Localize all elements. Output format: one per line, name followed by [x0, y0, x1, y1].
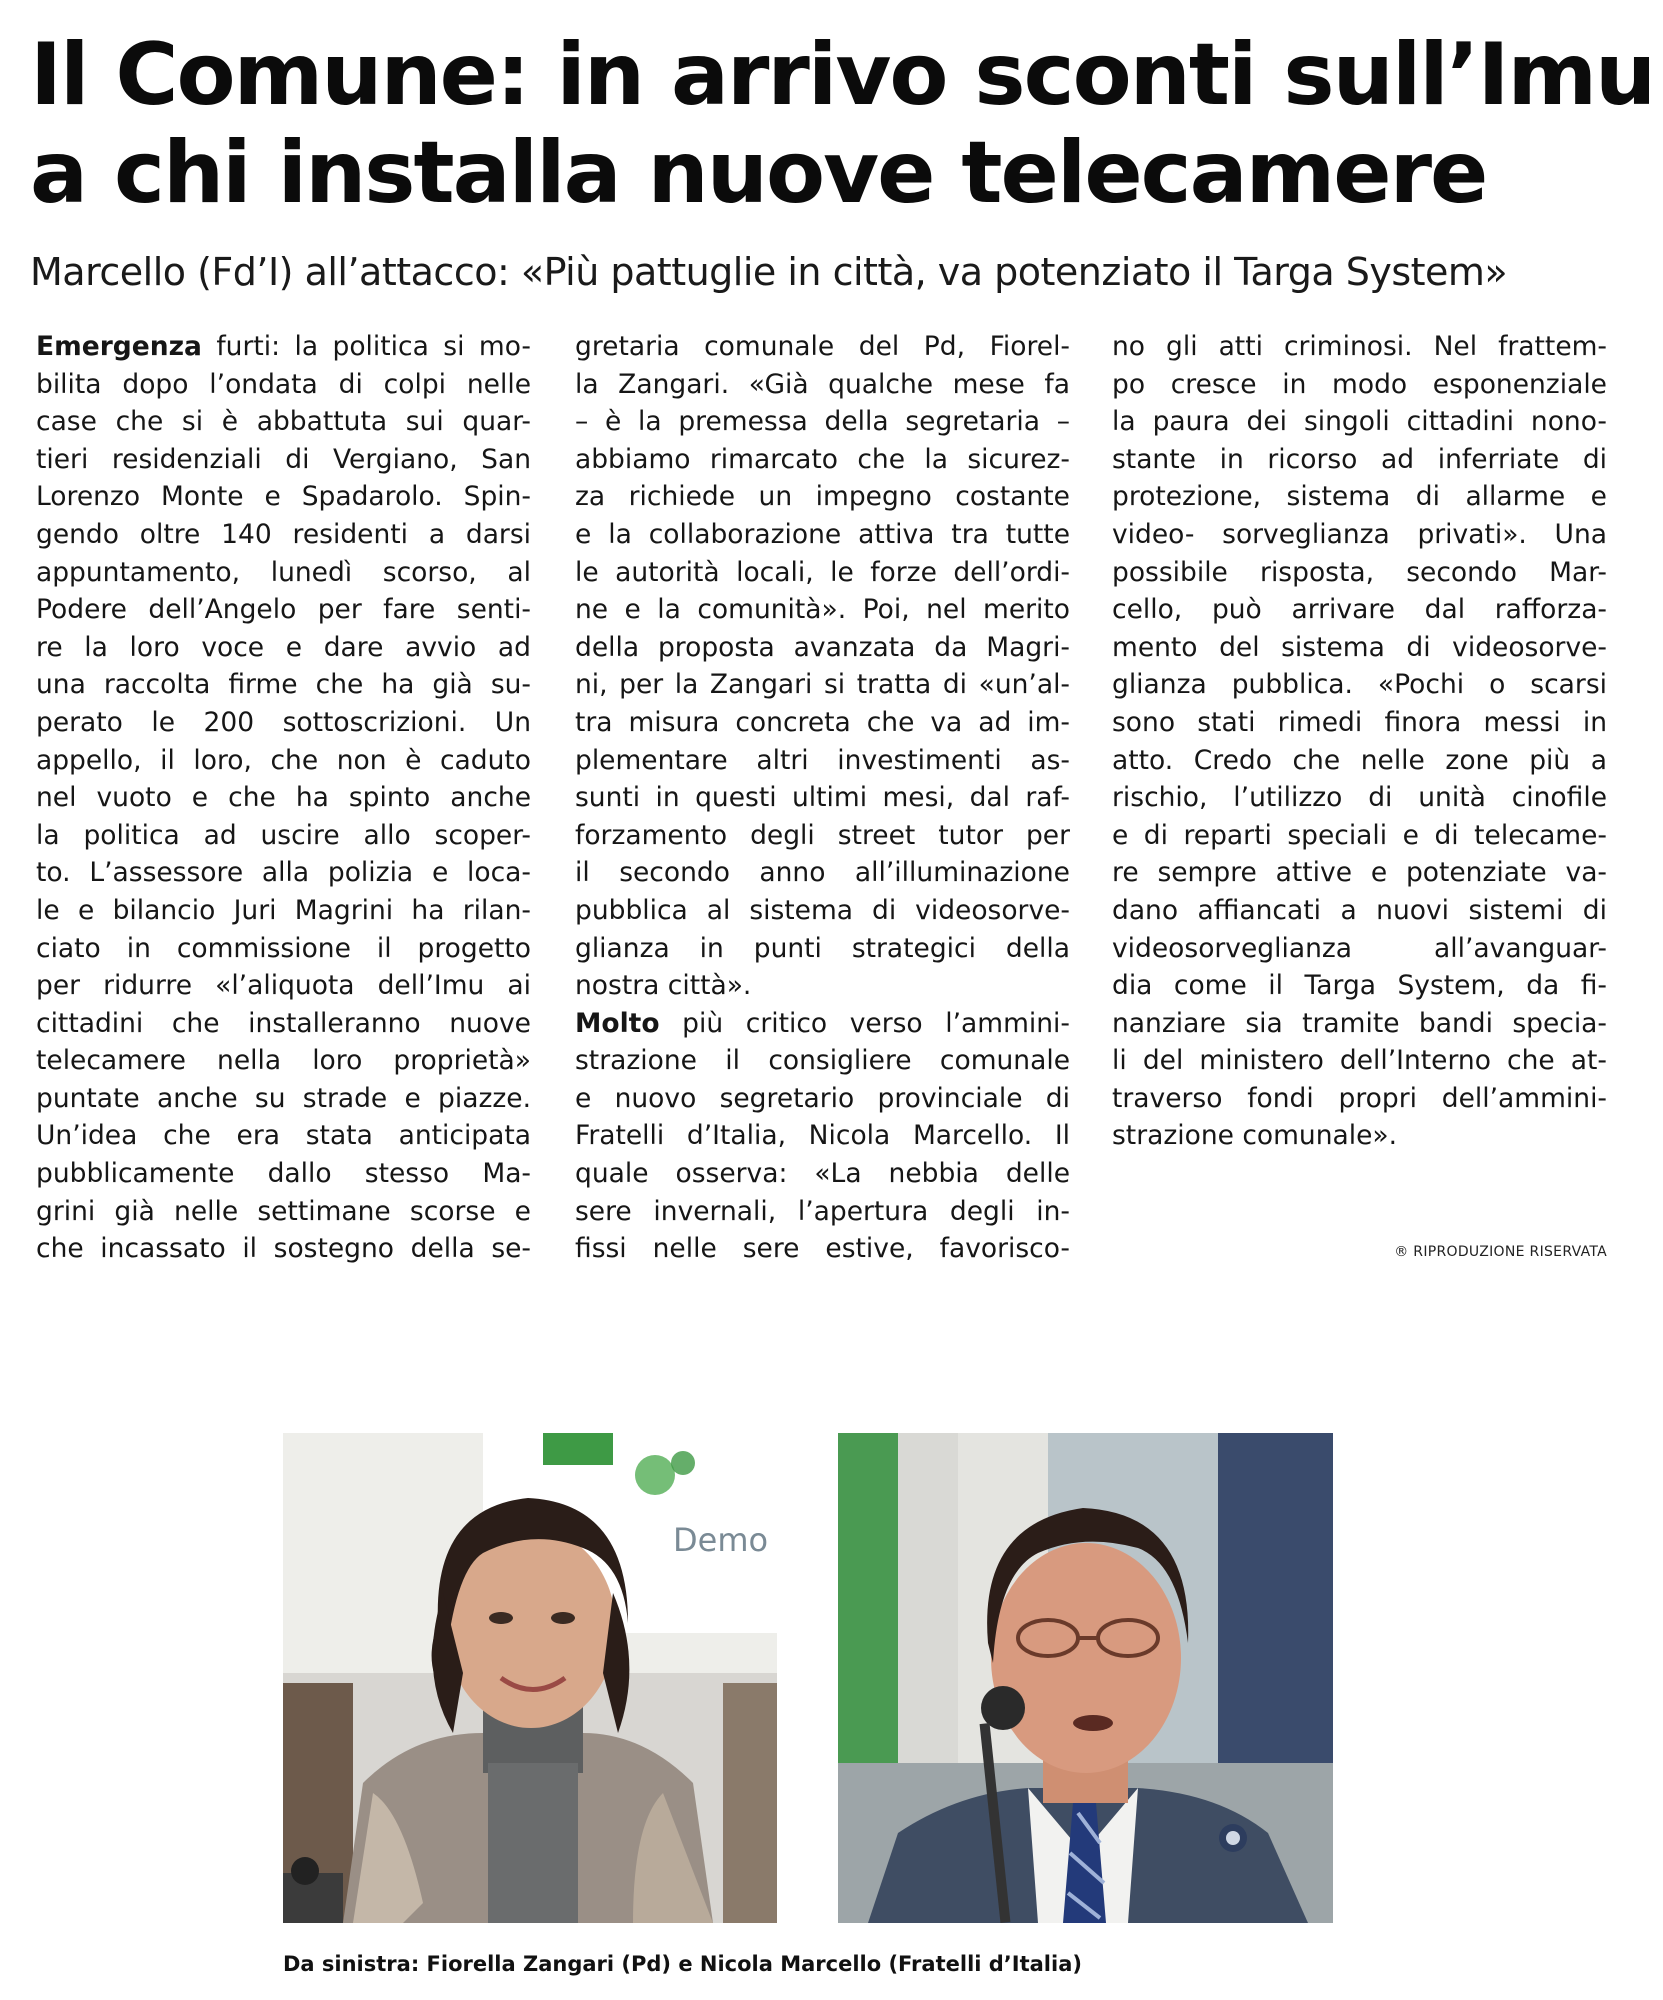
text-line: po cresce in modo esponenziale: [1112, 368, 1607, 400]
text-line: la politica ad uscire allo scoper-: [36, 819, 531, 851]
text-line: abbiamo rimarcato che la sicurez-: [575, 443, 1070, 475]
text-line-rest: furti: la politica si mo-: [201, 331, 531, 362]
text-line: atto. Credo che nelle zone più a: [1112, 744, 1607, 776]
text-line: traverso fondi propri dell’ammini-: [1112, 1082, 1607, 1114]
photo-fiorella-zangari: [283, 1433, 777, 1923]
text-line: video- sorveglianza privati». Una: [1112, 518, 1607, 550]
text-line: tieri residenziali di Vergiano, San: [36, 443, 531, 475]
text-line: sere invernali, l’apertura degli in-: [575, 1195, 1070, 1227]
text-line: rischio, l’utilizzo di unità cinofile: [1112, 782, 1607, 814]
lead-word: Molto: [575, 1007, 660, 1039]
text-line: nanziare sia tramite bandi specia-: [1112, 1007, 1607, 1039]
text-line: ni, per la Zangari si tratta di «un’al-: [575, 669, 1070, 701]
text-line: plementare altri investimenti as-: [575, 744, 1070, 776]
text-line: re la loro voce e dare avvio ad: [36, 631, 531, 663]
text-line: grini già nelle settimane scorse e: [36, 1195, 531, 1227]
text-line: dia come il Targa System, da fi-: [1112, 970, 1607, 1002]
text-line: possibile risposta, secondo Mar-: [1112, 556, 1607, 588]
text-line: [36, 328, 531, 366]
text-line: perato le 200 sottoscrizioni. Un: [36, 706, 531, 738]
text-line: gretaria comunale del Pd, Fiorel-: [575, 331, 1070, 362]
text-line: za richiede un impegno costante: [575, 481, 1070, 513]
text-line: e la collaborazione attiva tra tutte: [575, 518, 1070, 550]
text-line: dano affiancati a nuovi sistemi di: [1112, 894, 1607, 926]
text-line: Fratelli d’Italia, Nicola Marcello. Il: [575, 1120, 1070, 1152]
text-line: le autorità locali, le forze dell’ordi-: [575, 556, 1070, 588]
text-line: e nuovo segretario provinciale di: [575, 1082, 1070, 1114]
text-line: nostra città».: [575, 970, 752, 1002]
text-line: tra misura concreta che va ad im-: [575, 706, 1070, 738]
text-line: Un’idea che era stata anticipata: [36, 1120, 531, 1152]
text-line: nel vuoto e che ha spinto anche: [36, 782, 531, 814]
text-line: telecamere nella loro proprietà»: [36, 1045, 531, 1077]
text-line: puntate anche su strade e piazze.: [36, 1082, 531, 1114]
text-line: pubblicamente dallo stesso Ma-: [36, 1158, 531, 1190]
text-line: le e bilancio Juri Magrini ha rilan-: [36, 894, 531, 926]
text-line: strazione il consigliere comunale: [575, 1045, 1070, 1077]
text-line: – è la premessa della segretaria –: [575, 406, 1070, 438]
text-line: strazione comunale».: [1112, 1120, 1398, 1152]
text-line: sono stati rimedi finora messi in: [1112, 706, 1607, 738]
text-line: pubblica al sistema di videosorve-: [575, 894, 1070, 926]
text-line: fissi nelle sere estive, favorisco-: [575, 1233, 1070, 1265]
text-line: ne e la comunità». Poi, nel merito: [575, 594, 1070, 626]
text-line: il secondo anno all’illuminazione: [575, 857, 1070, 889]
text-line: che incassato il sostegno della se-: [36, 1233, 531, 1265]
article-column-3: [1112, 328, 1607, 1155]
text-line: [575, 1005, 1070, 1043]
headline: [30, 25, 1655, 223]
text-line: protezione, sistema di allarme e: [1112, 481, 1607, 513]
text-line: re sempre attive e potenziate va-: [1112, 857, 1607, 889]
text-line: appuntamento, lunedì scorso, al: [36, 556, 531, 588]
text-line: forzamento degli street tutor per: [575, 819, 1070, 851]
text-line: una raccolta firme che ha già su-: [36, 669, 531, 701]
copyright-notice: ® RIPRODUZIONE RISERVATA: [1394, 1244, 1607, 1260]
article-column-1: [36, 328, 531, 1268]
text-line: case che si è abbattuta sui quar-: [36, 406, 531, 438]
text-line: la paura dei singoli cittadini nono-: [1112, 406, 1607, 438]
headline-line-1: Il Comune: in arrivo sconti sull’Imu: [30, 25, 1655, 125]
lead-word: Emergenza: [36, 331, 202, 362]
text-line: mento del sistema di videosorve-: [1112, 631, 1607, 663]
headline-line-2: a chi installa nuove telecamere: [30, 123, 1487, 223]
text-line: to. L’assessore alla polizia e loca-: [36, 857, 531, 889]
text-line: sunti in questi ultimi mesi, dal raf-: [575, 782, 1070, 814]
text-line: videosorveglianza all’avanguar-: [1112, 932, 1607, 964]
photo-1-background-text: Demo: [673, 1521, 769, 1559]
text-line: li del ministero dell’Interno che at-: [1112, 1045, 1607, 1077]
text-line: cello, può arrivare dal rafforza-: [1112, 594, 1607, 626]
text-line: quale osserva: «La nebbia delle: [575, 1158, 1070, 1190]
photo-nicola-marcello: [838, 1433, 1333, 1923]
text-line: ciato in commissione il progetto: [36, 932, 531, 964]
text-line: appello, il loro, che non è caduto: [36, 744, 531, 776]
text-line: la Zangari. «Già qualche mese fa: [575, 368, 1070, 400]
text-line: Podere dell’Angelo per fare senti-: [36, 594, 531, 626]
text-line: bilita dopo l’ondata di colpi nelle: [36, 368, 531, 400]
text-line-rest: più critico verso l’ammini-: [659, 1007, 1070, 1039]
text-line: Lorenzo Monte e Spadarolo. Spin-: [36, 481, 531, 513]
photo-caption: Da sinistra: Fiorella Zangari (Pd) e Nicola Marcello (Fratelli d’Italia): [283, 1952, 1082, 1976]
text-line: stante in ricorso ad inferriate di: [1112, 443, 1607, 475]
text-line: no gli atti criminosi. Nel frattem-: [1112, 331, 1607, 362]
text-line: gendo oltre 140 residenti a darsi: [36, 518, 531, 550]
subtitle: Marcello (Fd’I) all’attacco: «Più pattuglie in città, va potenziato il Targa System»: [30, 250, 1508, 294]
article-column-2: [575, 328, 1070, 1268]
text-line: cittadini che installeranno nuove: [36, 1007, 531, 1039]
text-line: glianza pubblica. «Pochi o scarsi: [1112, 669, 1607, 701]
text-line: per ridurre «l’aliquota dell’Imu ai: [36, 970, 531, 1002]
text-line: glianza in punti strategici della: [575, 932, 1070, 964]
text-line: della proposta avanzata da Magri-: [575, 631, 1070, 663]
text-line: e di reparti speciali e di telecame-: [1112, 819, 1607, 851]
